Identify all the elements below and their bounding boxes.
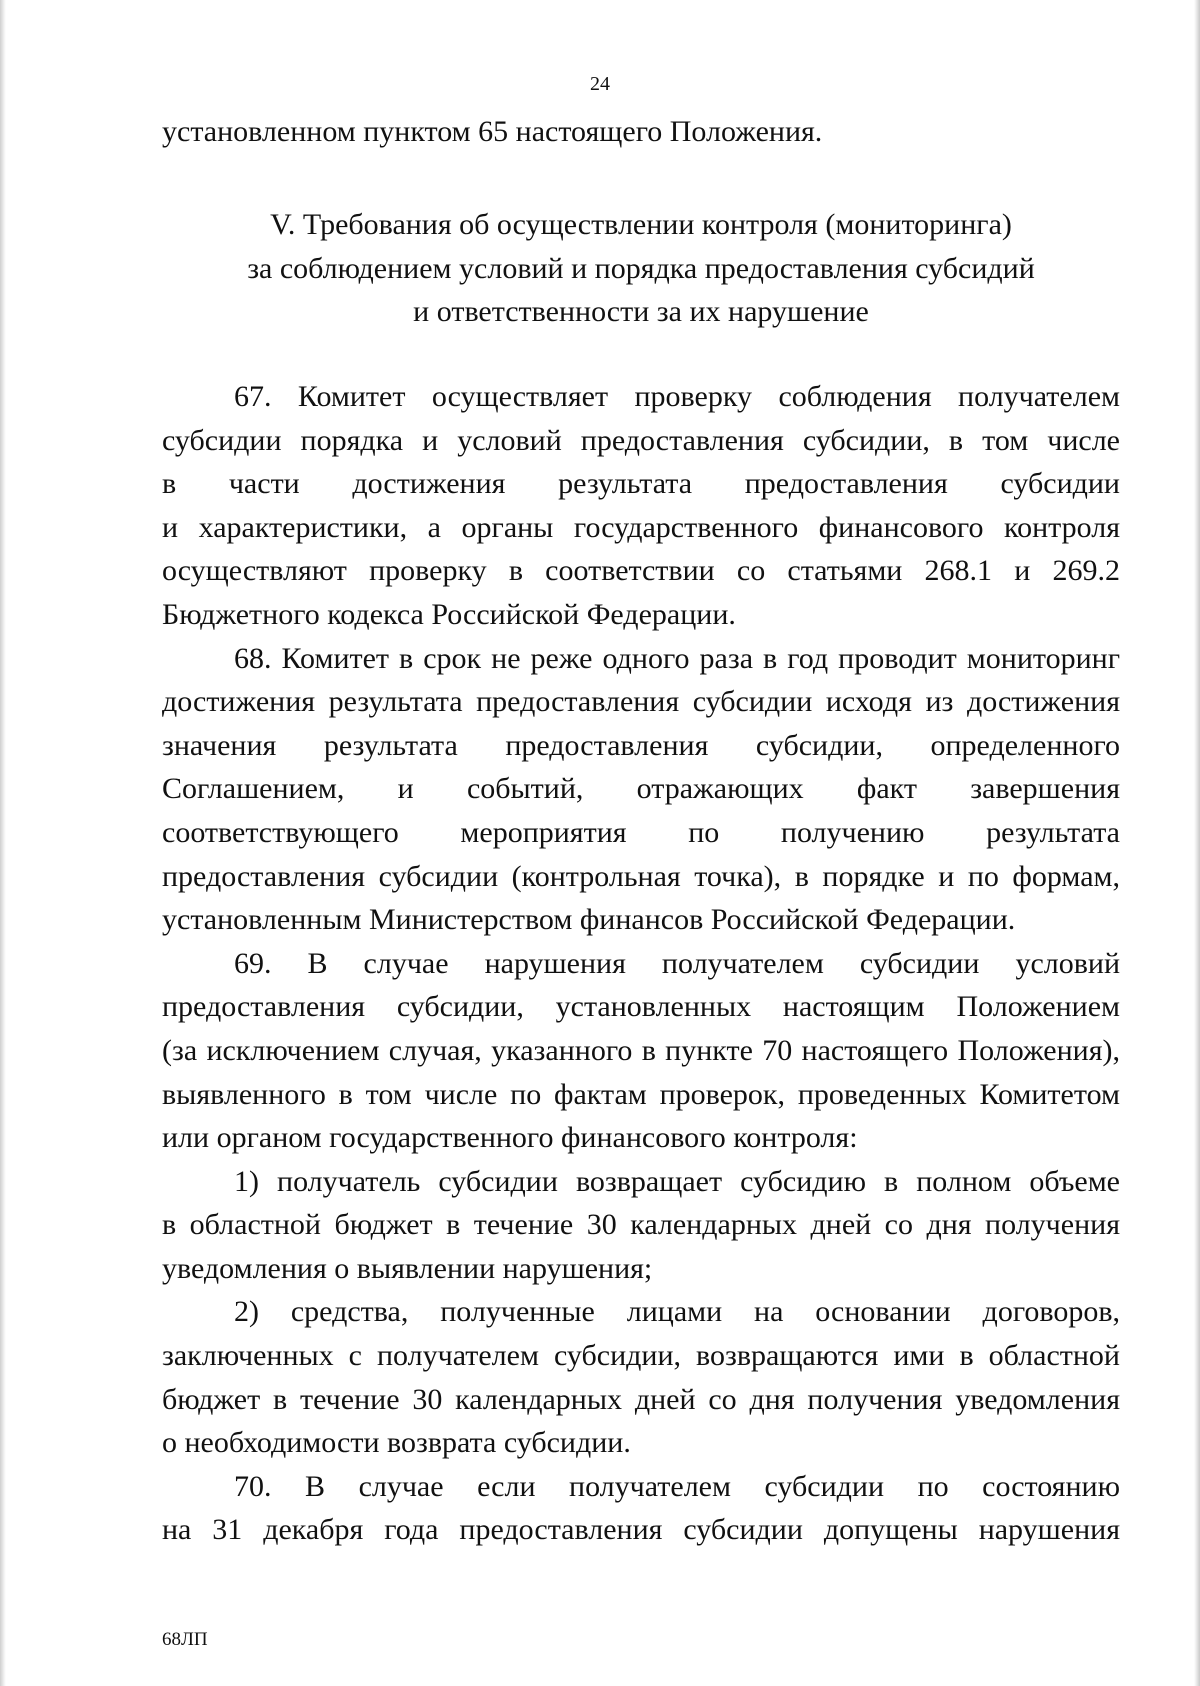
paragraph-69-item-1-line: в областной бюджет в течение 30 календарных дней со дня получения <box>162 1208 1120 1242</box>
scan-edge-right <box>1194 0 1200 1686</box>
paragraph-69-item-2-line: 2) средства, полученные лицами на основании договоров, <box>234 1295 1120 1329</box>
paragraph-69-line: предоставления субсидии, установленных настоящим Положением <box>162 990 1120 1024</box>
heading-line: за соблюдением условий и порядка предоставления субсидий <box>247 251 1035 285</box>
section-heading <box>162 203 1120 334</box>
document-code: 68ЛП <box>162 1629 208 1650</box>
paragraph-69-line: (за исключением случая, указанного в пункте 70 настоящего Положения), <box>162 1033 1120 1067</box>
paragraph-69-item-1-line: уведомления о выявлении нарушения; <box>162 1251 653 1285</box>
scan-edge-left <box>0 0 6 1686</box>
paragraph-67-line: субсидии порядка и условий предоставления субсидии, в том числе <box>162 423 1120 457</box>
paragraph-68-line: соответствующего мероприятия по получению результата <box>162 815 1120 849</box>
paragraph-68-line: предоставления субсидии (контрольная точка), в порядке и по формам, <box>162 859 1120 893</box>
paragraph-67-line: и характеристики, а органы государственного финансового контроля <box>162 510 1120 544</box>
page-number: 24 <box>590 73 610 95</box>
paragraph-68-line: установленным Министерством финансов Российской Федерации. <box>162 903 1016 937</box>
text-line: установленном пунктом 65 настоящего Положения. <box>162 115 823 148</box>
paragraph-68-line: 68. Комитет в срок не реже одного раза в год проводит мониторинг <box>234 641 1120 675</box>
paragraph-70-line: на 31 декабря года предоставления субсидии допущены нарушения <box>162 1513 1120 1547</box>
paragraph-69-item-2-line: о необходимости возврата субсидии. <box>162 1426 631 1460</box>
paragraph-69-item-1-line: 1) получатель субсидии возвращает субсидию в полном объеме <box>234 1164 1120 1198</box>
body-text <box>162 375 1120 1552</box>
paragraph-67-line: 67. Комитет осуществляет проверку соблюдения получателем <box>234 380 1120 413</box>
paragraph-69-line: или органом государственного финансового контроля: <box>162 1121 858 1155</box>
paragraph-67-line: Бюджетного кодекса Российской Федерации. <box>162 597 736 631</box>
paragraph-69-line: 69. В случае нарушения получателем субсидии условий <box>234 946 1120 980</box>
paragraph-68-line: достижения результата предоставления субсидии исходя из достижения <box>162 685 1120 719</box>
paragraph-67-line: в части достижения результата предоставления субсидии <box>162 467 1120 501</box>
continuation-text <box>162 110 1120 154</box>
heading-line: и ответственности за их нарушение <box>413 295 869 329</box>
heading-line: V. Требования об осуществлении контроля (мониторинга) <box>270 208 1012 241</box>
paragraph-68-line: значения результата предоставления субсидии, определенного <box>162 728 1120 762</box>
paragraph-69-item-2-line: бюджет в течение 30 календарных дней со дня получения уведомления <box>162 1382 1120 1416</box>
paragraph-69-line: выявленного в том числе по фактам проверок, проведенных Комитетом <box>162 1077 1120 1111</box>
paragraph-70-line: 70. В случае если получателем субсидии по состоянию <box>234 1469 1120 1503</box>
paragraph-68-line: Соглашением, и событий, отражающих факт завершения <box>162 772 1120 806</box>
paragraph-69-item-2-line: заключенных с получателем субсидии, возвращаются ими в областной <box>162 1339 1120 1373</box>
paragraph-67-line: осуществляют проверку в соответствии со статьями 268.1 и 269.2 <box>162 554 1120 588</box>
